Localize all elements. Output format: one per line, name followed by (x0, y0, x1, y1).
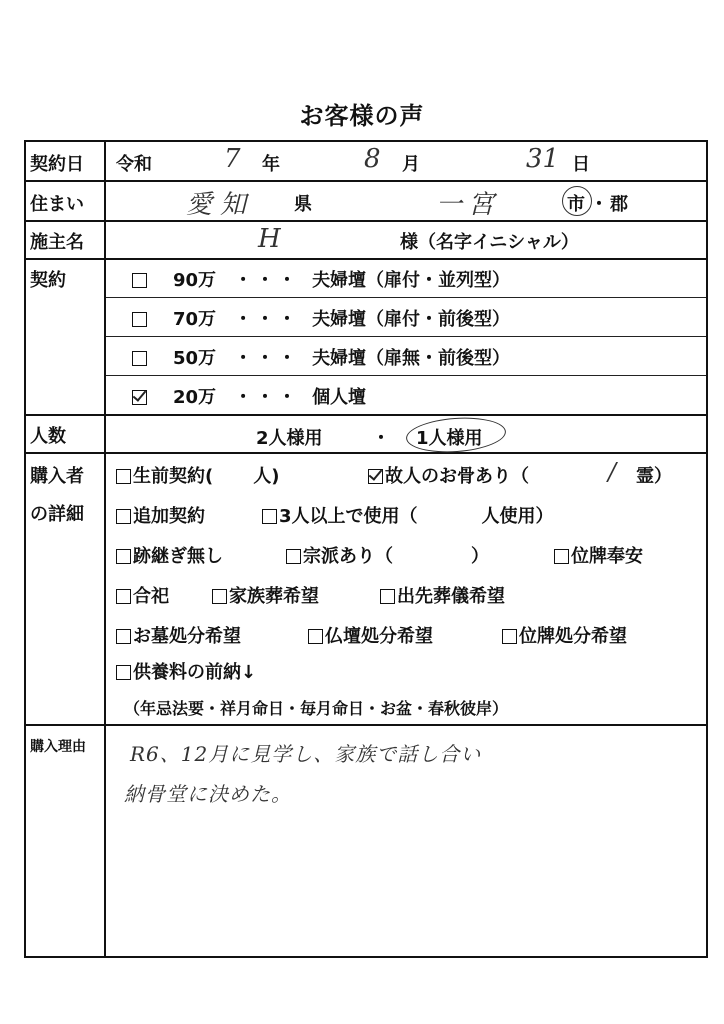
label-contract: 契約 (30, 270, 66, 291)
buyer-row-3c (554, 542, 643, 568)
contract-option (132, 344, 510, 370)
reason-line-1: R6、12月に見学し、家族で話し合い (130, 742, 482, 766)
date-month-unit: 月 (402, 154, 420, 175)
date-year-value: 7 (224, 144, 241, 174)
additional-contract-label: 追加契約 (133, 506, 205, 527)
label-contract-date: 契約日 (30, 154, 84, 175)
address-prefecture-value: 愛知 (186, 190, 255, 220)
owner-suffix: 様（名字イニシャル） (400, 232, 579, 253)
three-or-more-label: 3人以上で使用（ (279, 506, 418, 527)
altar-disposal-label: 仏壇処分希望 (325, 626, 433, 647)
checkbox[interactable] (212, 589, 227, 604)
date-day-unit: 日 (572, 154, 590, 175)
three-or-more-unit: 人使用） (481, 506, 554, 527)
option-price: 90万 (173, 270, 217, 291)
owner-initial: H (258, 224, 281, 254)
contract-option (132, 305, 510, 331)
checkbox-checked[interactable] (368, 469, 383, 484)
sect-label: 宗派あり（ (303, 546, 393, 567)
sect-close: ） (471, 546, 489, 567)
date-month-value: 8 (364, 144, 381, 174)
no-successor-label: 跡継ぎ無し (133, 546, 223, 567)
people-separator: ・ (372, 428, 390, 449)
tablet-disposal-label: 位牌処分希望 (519, 626, 627, 647)
label-buyer-2: の詳細 (30, 504, 84, 525)
people-option-one: 1人様用 (416, 428, 483, 449)
label-buyer-1: 購入者 (30, 466, 84, 487)
survey-form (24, 140, 708, 958)
remains-unit: 霊） (636, 466, 672, 487)
option-dots: ・・・ (234, 387, 301, 408)
buyer-row-1 (116, 462, 279, 488)
divider (26, 452, 706, 454)
reason-line-2: 納骨堂に決めた。 (124, 782, 292, 806)
label-owner: 施主名 (30, 232, 84, 253)
divider (26, 414, 706, 416)
address-county-unit: 郡 (610, 194, 628, 215)
option-desc: 夫婦壇（扉無・前後型） (312, 348, 511, 369)
label-column (26, 142, 106, 956)
buyer-row-4 (116, 582, 169, 608)
divider (26, 724, 706, 726)
option-price: 20万 (173, 387, 217, 408)
option-price: 50万 (173, 348, 217, 369)
option-price: 70万 (173, 309, 217, 330)
checkbox[interactable] (286, 549, 301, 564)
label-address: 住まい (30, 194, 84, 215)
buyer-row-3b (286, 542, 489, 568)
buyer-row-4b (212, 582, 319, 608)
external-funeral-label: 出先葬儀希望 (397, 586, 505, 607)
option-dots: ・・・ (234, 309, 301, 330)
checkbox[interactable] (116, 665, 131, 680)
contract-option (132, 383, 366, 409)
living-contract-unit: 人) (253, 466, 280, 487)
checkbox[interactable] (116, 549, 131, 564)
address-city-value: 一宮 (436, 190, 501, 220)
buyer-row-2b (262, 502, 554, 528)
checkbox[interactable] (262, 509, 277, 524)
label-people: 人数 (30, 426, 66, 447)
option-desc: 個人壇 (312, 387, 367, 408)
checkbox[interactable] (132, 312, 147, 327)
option-dots: ・・・ (234, 348, 301, 369)
checkbox[interactable] (116, 589, 131, 604)
offering-prepay-label: 供養料の前納↓ (133, 662, 257, 683)
buyer-row-5 (116, 622, 241, 648)
buyer-row-2 (116, 502, 205, 528)
checkbox[interactable] (554, 549, 569, 564)
buyer-row-6 (116, 658, 256, 684)
checkbox[interactable] (380, 589, 395, 604)
address-prefecture-unit: 県 (294, 194, 312, 215)
subdivider (106, 375, 706, 376)
buyer-row-5b (308, 622, 433, 648)
divider (26, 258, 706, 260)
date-era: 令和 (116, 154, 152, 175)
address-separator: ・ (590, 194, 608, 215)
option-dots: ・・・ (234, 270, 301, 291)
divider (26, 180, 706, 182)
checkbox[interactable] (132, 273, 147, 288)
contract-option (132, 266, 510, 292)
address-city-unit: 市 (567, 194, 585, 215)
subdivider (106, 297, 706, 298)
remains-present-label: 故人のお骨あり（ (385, 466, 529, 487)
checkbox[interactable] (116, 509, 131, 524)
divider (26, 220, 706, 222)
grave-disposal-label: お墓処分希望 (133, 626, 241, 647)
page-title: お客様の声 (299, 102, 425, 130)
label-reason: 購入理由 (30, 739, 86, 755)
checkbox-checked[interactable] (132, 390, 147, 405)
remains-count: / (608, 458, 617, 486)
checkbox[interactable] (308, 629, 323, 644)
date-year-unit: 年 (262, 154, 280, 175)
joint-burial-label: 合祀 (133, 586, 169, 607)
buyer-row-5c (502, 622, 627, 648)
living-contract-label: 生前契約( (133, 466, 214, 487)
checkbox[interactable] (132, 351, 147, 366)
buyer-row-4c (380, 582, 505, 608)
people-option-two: 2人様用 (256, 428, 323, 449)
family-funeral-label: 家族葬希望 (229, 586, 319, 607)
checkbox[interactable] (502, 629, 517, 644)
date-day-value: 31 (526, 144, 560, 174)
offering-note: （年忌法要・祥月命日・毎月命日・お盆・春秋彼岸） (124, 699, 509, 718)
checkbox[interactable] (116, 629, 131, 644)
checkbox[interactable] (116, 469, 131, 484)
buyer-row-3 (116, 542, 223, 568)
memorial-tablet-label: 位牌奉安 (571, 546, 643, 567)
buyer-row-1b (368, 462, 529, 488)
option-desc: 夫婦壇（扉付・前後型） (312, 309, 511, 330)
option-desc: 夫婦壇（扉付・並列型） (312, 270, 511, 291)
subdivider (106, 336, 706, 337)
